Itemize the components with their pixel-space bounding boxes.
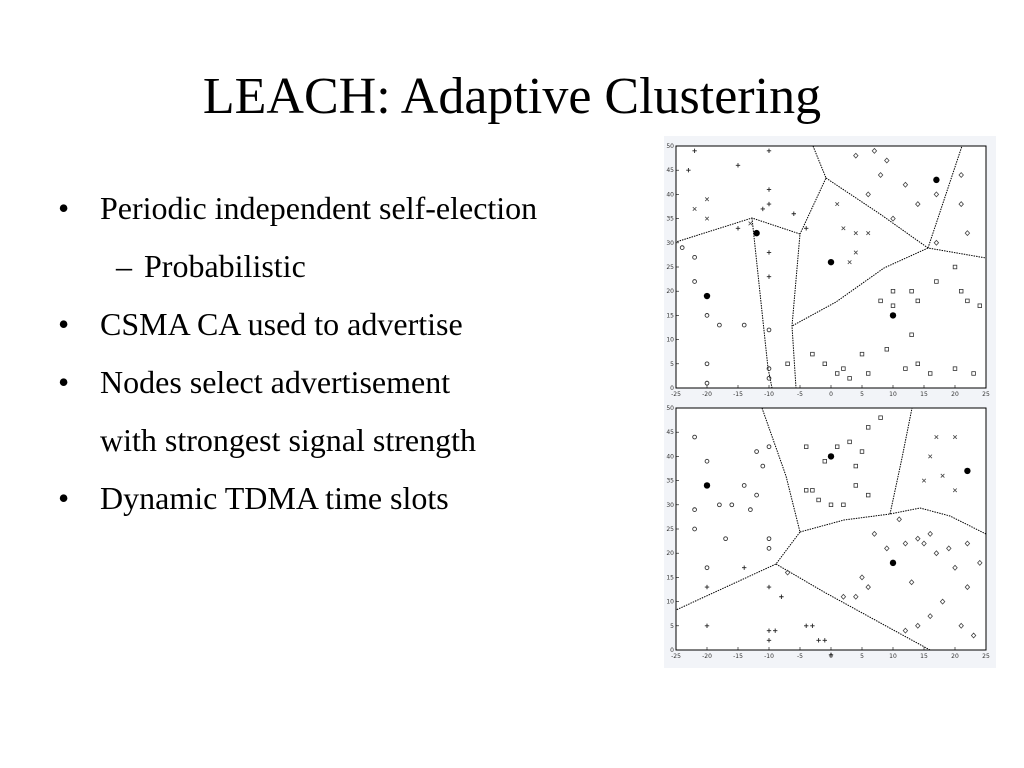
- bullet-marker: –: [116, 248, 132, 284]
- sub-bullet-item: [116, 246, 616, 286]
- y-tick-label: 30: [666, 501, 674, 509]
- bullet-item: [58, 188, 537, 228]
- x-tick-label: 20: [951, 391, 959, 398]
- x-tick-label: -20: [702, 653, 712, 660]
- y-tick-label: 25: [666, 264, 674, 271]
- data-point-filled-circle: [964, 468, 970, 474]
- y-tick-label: 20: [666, 288, 674, 296]
- data-point-filled-circle: [753, 230, 759, 236]
- y-tick-label: 30: [666, 239, 674, 247]
- x-tick-label: 10: [889, 653, 897, 660]
- bullet-text: Periodic independent self-election: [100, 190, 538, 226]
- y-tick-label: 10: [666, 336, 674, 344]
- bullet-text: CSMA CA used to advertise: [100, 306, 463, 342]
- bullet-marker: •: [58, 480, 70, 516]
- plot-frame: [676, 146, 986, 388]
- bullet-text: with strongest signal strength: [100, 422, 476, 458]
- y-tick-label: 35: [666, 477, 674, 485]
- y-tick-label: 0: [670, 647, 674, 654]
- y-tick-label: 45: [666, 429, 674, 437]
- data-point-filled-circle: [828, 259, 834, 265]
- bullet-item: [58, 478, 449, 518]
- y-tick-label: 25: [666, 526, 674, 533]
- x-tick-label: 5: [860, 391, 864, 398]
- clustering-figure: [664, 136, 996, 668]
- y-tick-label: 15: [666, 574, 674, 582]
- x-tick-label: -5: [797, 391, 803, 398]
- y-tick-label: 15: [666, 312, 674, 320]
- x-tick-label: -10: [764, 653, 774, 660]
- x-tick-label: 0: [829, 653, 833, 660]
- y-tick-label: 5: [670, 622, 674, 630]
- data-point-filled-circle: [890, 312, 896, 318]
- data-point-filled-circle: [828, 453, 834, 459]
- data-point-filled-circle: [704, 482, 710, 488]
- y-tick-label: 45: [666, 167, 674, 175]
- x-tick-label: 25: [982, 391, 990, 398]
- y-tick-label: 0: [670, 385, 674, 392]
- x-tick-label: -15: [733, 391, 743, 398]
- y-tick-label: 5: [670, 360, 674, 368]
- bullet-continuation: [100, 420, 476, 460]
- y-tick-label: 20: [666, 550, 674, 558]
- plot-top: [666, 143, 990, 398]
- bullet-text: Dynamic TDMA time slots: [100, 480, 449, 516]
- bullet-text: Nodes select advertisement: [100, 364, 451, 400]
- bullet-item: [58, 304, 463, 344]
- x-tick-label: -15: [733, 653, 743, 660]
- x-tick-label: 20: [951, 653, 959, 660]
- slide-title: LEACH: Adaptive Clustering: [202, 68, 822, 125]
- plot-frame: [676, 408, 986, 650]
- x-tick-label: -25: [671, 391, 681, 398]
- x-tick-label: 5: [860, 653, 864, 660]
- bullet-marker: •: [58, 190, 70, 226]
- plot-bottom: [666, 405, 990, 660]
- clustering-plots: [664, 136, 996, 668]
- bullet-item: [58, 362, 450, 402]
- bullet-text: Probabilistic: [144, 248, 306, 284]
- x-tick-label: 15: [920, 653, 928, 660]
- x-tick-label: -20: [702, 391, 712, 398]
- data-point-filled-circle: [704, 293, 710, 299]
- bullet-marker: •: [58, 364, 70, 400]
- y-tick-label: 50: [666, 143, 674, 150]
- y-tick-label: 40: [666, 191, 674, 199]
- x-tick-label: 0: [829, 391, 833, 398]
- x-tick-label: 10: [889, 391, 897, 398]
- y-tick-label: 50: [666, 405, 674, 412]
- x-tick-label: -25: [671, 653, 681, 660]
- data-point-filled-circle: [933, 177, 939, 183]
- bullet-marker: •: [58, 306, 70, 342]
- x-tick-label: 25: [982, 653, 990, 660]
- x-tick-label: -10: [764, 391, 774, 398]
- y-tick-label: 35: [666, 215, 674, 223]
- y-tick-label: 40: [666, 453, 674, 461]
- y-tick-label: 10: [666, 598, 674, 606]
- x-tick-label: -5: [797, 653, 803, 660]
- data-point-filled-circle: [890, 560, 896, 566]
- x-tick-label: 15: [920, 391, 928, 398]
